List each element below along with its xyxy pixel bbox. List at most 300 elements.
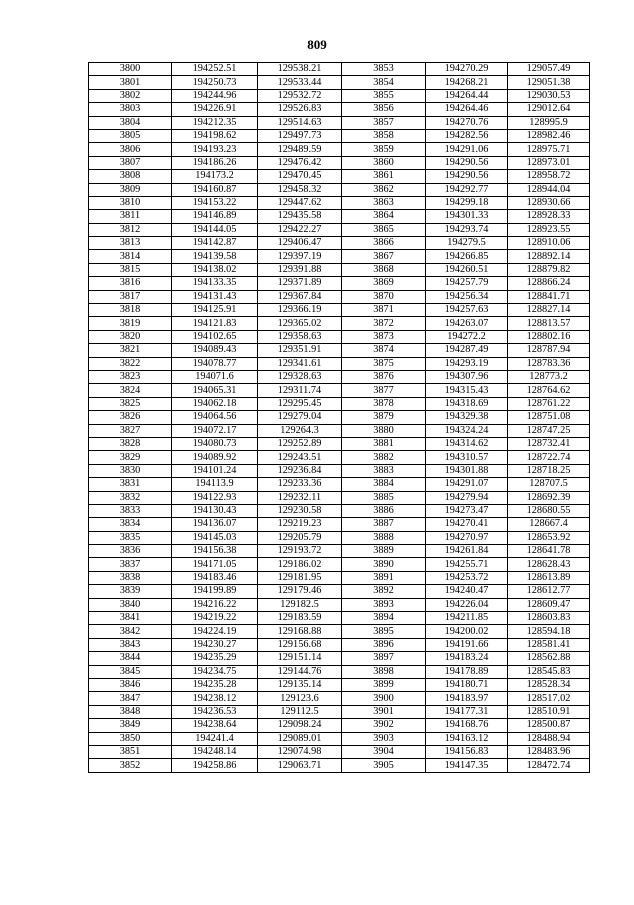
cell-x-right: 194314.62 xyxy=(426,437,508,450)
cell-x-right: 194291.06 xyxy=(426,143,508,156)
cell-y-left: 129406.47 xyxy=(258,237,342,250)
cell-y-left: 129279.04 xyxy=(258,411,342,424)
cell-x-right: 194264.46 xyxy=(426,103,508,116)
cell-y-left: 129151.14 xyxy=(258,652,342,665)
cell-point-right: 3882 xyxy=(342,451,426,464)
cell-y-right: 128841.71 xyxy=(508,290,590,303)
table-row xyxy=(89,692,590,705)
cell-point-left: 3851 xyxy=(89,745,172,758)
cell-y-left: 129371.89 xyxy=(258,277,342,290)
cell-x-right: 194257.79 xyxy=(426,277,508,290)
cell-y-left: 129514.63 xyxy=(258,116,342,129)
cell-x-right: 194270.41 xyxy=(426,518,508,531)
cell-point-left: 3812 xyxy=(89,223,172,236)
cell-point-right: 3879 xyxy=(342,411,426,424)
cell-y-left: 129489.59 xyxy=(258,143,342,156)
cell-x-right: 194301.33 xyxy=(426,210,508,223)
cell-point-left: 3818 xyxy=(89,304,172,317)
cell-x-right: 194156.83 xyxy=(426,745,508,758)
table-row xyxy=(89,384,590,397)
table-row xyxy=(89,705,590,718)
cell-point-left: 3806 xyxy=(89,143,172,156)
table-row xyxy=(89,397,590,410)
cell-point-left: 3821 xyxy=(89,344,172,357)
cell-y-right: 128787.94 xyxy=(508,344,590,357)
cell-y-right: 128594.18 xyxy=(508,625,590,638)
table-row xyxy=(89,598,590,611)
cell-point-right: 3899 xyxy=(342,678,426,691)
cell-y-left: 129458.32 xyxy=(258,183,342,196)
table-row xyxy=(89,678,590,691)
cell-point-right: 3873 xyxy=(342,330,426,343)
cell-x-left: 194065.31 xyxy=(172,384,258,397)
cell-point-right: 3901 xyxy=(342,705,426,718)
cell-y-left: 129112.5 xyxy=(258,705,342,718)
cell-x-right: 194191.66 xyxy=(426,638,508,651)
cell-y-left: 129098.24 xyxy=(258,719,342,732)
cell-x-left: 194248.14 xyxy=(172,745,258,758)
cell-x-right: 194291.07 xyxy=(426,478,508,491)
cell-y-left: 129366.19 xyxy=(258,304,342,317)
cell-point-right: 3884 xyxy=(342,478,426,491)
cell-y-left: 129538.21 xyxy=(258,63,342,76)
cell-x-left: 194199.89 xyxy=(172,585,258,598)
cell-y-right: 128910.06 xyxy=(508,237,590,250)
cell-x-left: 194235.28 xyxy=(172,678,258,691)
table-row xyxy=(89,545,590,558)
cell-x-right: 194292.77 xyxy=(426,183,508,196)
coordinates-table xyxy=(88,62,590,773)
cell-point-left: 3835 xyxy=(89,531,172,544)
cell-x-right: 194270.97 xyxy=(426,531,508,544)
cell-y-left: 129532.72 xyxy=(258,89,342,102)
table-row xyxy=(89,304,590,317)
table-row xyxy=(89,531,590,544)
cell-x-left: 194139.58 xyxy=(172,250,258,263)
cell-x-right: 194226.04 xyxy=(426,598,508,611)
cell-y-left: 129233.36 xyxy=(258,478,342,491)
table-row xyxy=(89,652,590,665)
cell-x-right: 194287.49 xyxy=(426,344,508,357)
table-row xyxy=(89,237,590,250)
cell-point-right: 3859 xyxy=(342,143,426,156)
cell-y-left: 129341.61 xyxy=(258,357,342,370)
cell-x-left: 194089.92 xyxy=(172,451,258,464)
cell-y-left: 129311.74 xyxy=(258,384,342,397)
cell-y-left: 129135.14 xyxy=(258,678,342,691)
cell-y-left: 129328.63 xyxy=(258,370,342,383)
cell-point-left: 3807 xyxy=(89,156,172,169)
cell-x-right: 194200.02 xyxy=(426,625,508,638)
cell-y-right: 128545.83 xyxy=(508,665,590,678)
cell-x-right: 194293.74 xyxy=(426,223,508,236)
cell-x-left: 194102.65 xyxy=(172,330,258,343)
cell-y-left: 129435.58 xyxy=(258,210,342,223)
cell-y-right: 128692.39 xyxy=(508,491,590,504)
cell-point-left: 3802 xyxy=(89,89,172,102)
table-row xyxy=(89,625,590,638)
cell-x-right: 194266.85 xyxy=(426,250,508,263)
cell-x-right: 194256.34 xyxy=(426,290,508,303)
cell-y-right: 128483.96 xyxy=(508,745,590,758)
cell-y-left: 129533.44 xyxy=(258,76,342,89)
cell-x-left: 194171.05 xyxy=(172,558,258,571)
cell-y-right: 128892.14 xyxy=(508,250,590,263)
cell-x-left: 194078.77 xyxy=(172,357,258,370)
table-row xyxy=(89,103,590,116)
cell-x-right: 194147.35 xyxy=(426,759,508,772)
cell-y-left: 129358.63 xyxy=(258,330,342,343)
cell-y-right: 128866.24 xyxy=(508,277,590,290)
table-row xyxy=(89,196,590,209)
cell-y-right: 128641.78 xyxy=(508,545,590,558)
cell-point-right: 3855 xyxy=(342,89,426,102)
table-row xyxy=(89,411,590,424)
cell-point-left: 3823 xyxy=(89,370,172,383)
cell-y-right: 129051.38 xyxy=(508,76,590,89)
cell-x-right: 194273.47 xyxy=(426,504,508,517)
cell-point-left: 3831 xyxy=(89,478,172,491)
cell-point-right: 3881 xyxy=(342,437,426,450)
cell-x-right: 194211.85 xyxy=(426,612,508,625)
cell-point-right: 3904 xyxy=(342,745,426,758)
cell-x-right: 194263.07 xyxy=(426,317,508,330)
cell-y-left: 129205.79 xyxy=(258,531,342,544)
cell-x-left: 194226.91 xyxy=(172,103,258,116)
cell-x-left: 194258.86 xyxy=(172,759,258,772)
cell-point-right: 3856 xyxy=(342,103,426,116)
cell-point-right: 3875 xyxy=(342,357,426,370)
cell-point-right: 3880 xyxy=(342,424,426,437)
cell-point-right: 3903 xyxy=(342,732,426,745)
cell-y-right: 128783.36 xyxy=(508,357,590,370)
table-row xyxy=(89,451,590,464)
cell-point-left: 3844 xyxy=(89,652,172,665)
table-row xyxy=(89,357,590,370)
cell-y-right: 128973.01 xyxy=(508,156,590,169)
cell-point-right: 3854 xyxy=(342,76,426,89)
cell-x-right: 194299.18 xyxy=(426,196,508,209)
cell-y-right: 128930.66 xyxy=(508,196,590,209)
cell-x-left: 194071.6 xyxy=(172,370,258,383)
table-row xyxy=(89,437,590,450)
cell-point-left: 3813 xyxy=(89,237,172,250)
table-row xyxy=(89,745,590,758)
cell-x-right: 194253.72 xyxy=(426,571,508,584)
table-row xyxy=(89,491,590,504)
cell-x-left: 194133.35 xyxy=(172,277,258,290)
cell-y-right: 128958.72 xyxy=(508,170,590,183)
table-row xyxy=(89,129,590,142)
cell-x-left: 194144.05 xyxy=(172,223,258,236)
cell-point-right: 3895 xyxy=(342,625,426,638)
cell-x-left: 194173.2 xyxy=(172,170,258,183)
cell-point-right: 3887 xyxy=(342,518,426,531)
cell-x-left: 194198.62 xyxy=(172,129,258,142)
table-row xyxy=(89,156,590,169)
cell-x-left: 194062.18 xyxy=(172,397,258,410)
cell-point-right: 3871 xyxy=(342,304,426,317)
cell-x-right: 194270.76 xyxy=(426,116,508,129)
cell-point-left: 3822 xyxy=(89,357,172,370)
cell-x-left: 194219.22 xyxy=(172,612,258,625)
cell-point-left: 3833 xyxy=(89,504,172,517)
cell-y-right: 128510.91 xyxy=(508,705,590,718)
cell-x-right: 194290.56 xyxy=(426,156,508,169)
cell-x-left: 194212.35 xyxy=(172,116,258,129)
cell-y-right: 128707.5 xyxy=(508,478,590,491)
table-row xyxy=(89,370,590,383)
cell-point-right: 3889 xyxy=(342,545,426,558)
cell-y-left: 129367.84 xyxy=(258,290,342,303)
cell-point-right: 3878 xyxy=(342,397,426,410)
table-row xyxy=(89,585,590,598)
cell-point-left: 3820 xyxy=(89,330,172,343)
cell-point-right: 3896 xyxy=(342,638,426,651)
cell-y-right: 129030.53 xyxy=(508,89,590,102)
cell-x-left: 194235.29 xyxy=(172,652,258,665)
cell-y-left: 129391.88 xyxy=(258,263,342,276)
cell-y-left: 129168.88 xyxy=(258,625,342,638)
cell-x-left: 194089.43 xyxy=(172,344,258,357)
cell-point-right: 3874 xyxy=(342,344,426,357)
cell-y-right: 128472.74 xyxy=(508,759,590,772)
cell-point-right: 3883 xyxy=(342,464,426,477)
cell-point-left: 3837 xyxy=(89,558,172,571)
cell-x-right: 194324.24 xyxy=(426,424,508,437)
cell-point-right: 3866 xyxy=(342,237,426,250)
cell-y-left: 129123.6 xyxy=(258,692,342,705)
cell-point-right: 3876 xyxy=(342,370,426,383)
cell-y-left: 129182.5 xyxy=(258,598,342,611)
cell-point-right: 3885 xyxy=(342,491,426,504)
cell-y-right: 128982.46 xyxy=(508,129,590,142)
cell-y-right: 128718.25 xyxy=(508,464,590,477)
cell-y-right: 128975.71 xyxy=(508,143,590,156)
cell-y-right: 128653.92 xyxy=(508,531,590,544)
cell-point-right: 3861 xyxy=(342,170,426,183)
cell-point-right: 3888 xyxy=(342,531,426,544)
cell-x-right: 194255.71 xyxy=(426,558,508,571)
cell-y-right: 128751.08 xyxy=(508,411,590,424)
cell-x-left: 194238.12 xyxy=(172,692,258,705)
table-row xyxy=(89,571,590,584)
cell-point-left: 3836 xyxy=(89,545,172,558)
cell-x-right: 194264.44 xyxy=(426,89,508,102)
cell-point-left: 3805 xyxy=(89,129,172,142)
cell-x-right: 194268.21 xyxy=(426,76,508,89)
cell-point-right: 3867 xyxy=(342,250,426,263)
cell-y-right: 128609.47 xyxy=(508,598,590,611)
cell-point-left: 3809 xyxy=(89,183,172,196)
cell-x-left: 194234.75 xyxy=(172,665,258,678)
cell-y-left: 129422.27 xyxy=(258,223,342,236)
cell-point-left: 3819 xyxy=(89,317,172,330)
cell-y-left: 129497.73 xyxy=(258,129,342,142)
table-row xyxy=(89,504,590,517)
cell-point-left: 3848 xyxy=(89,705,172,718)
cell-point-right: 3877 xyxy=(342,384,426,397)
cell-point-right: 3870 xyxy=(342,290,426,303)
cell-point-left: 3801 xyxy=(89,76,172,89)
cell-x-left: 194080.73 xyxy=(172,437,258,450)
table-row xyxy=(89,290,590,303)
cell-point-right: 3892 xyxy=(342,585,426,598)
cell-x-left: 194131.43 xyxy=(172,290,258,303)
cell-x-right: 194240.47 xyxy=(426,585,508,598)
cell-x-right: 194290.56 xyxy=(426,170,508,183)
cell-y-right: 128603.83 xyxy=(508,612,590,625)
cell-y-right: 128747.25 xyxy=(508,424,590,437)
cell-point-right: 3869 xyxy=(342,277,426,290)
cell-y-right: 128995.9 xyxy=(508,116,590,129)
cell-y-right: 128928.33 xyxy=(508,210,590,223)
cell-point-left: 3832 xyxy=(89,491,172,504)
page-number: 809 xyxy=(307,37,327,52)
table-row xyxy=(89,170,590,183)
cell-y-left: 129179.46 xyxy=(258,585,342,598)
cell-x-left: 194138.02 xyxy=(172,263,258,276)
cell-x-right: 194261.84 xyxy=(426,545,508,558)
cell-x-left: 194216.22 xyxy=(172,598,258,611)
table-row xyxy=(89,223,590,236)
table-row xyxy=(89,263,590,276)
cell-x-left: 194145.03 xyxy=(172,531,258,544)
cell-point-left: 3816 xyxy=(89,277,172,290)
cell-y-left: 129144.76 xyxy=(258,665,342,678)
cell-x-right: 194315.43 xyxy=(426,384,508,397)
cell-x-left: 194072.17 xyxy=(172,424,258,437)
cell-y-left: 129243.51 xyxy=(258,451,342,464)
cell-point-right: 3898 xyxy=(342,665,426,678)
cell-point-left: 3830 xyxy=(89,464,172,477)
cell-x-left: 194121.83 xyxy=(172,317,258,330)
cell-point-right: 3862 xyxy=(342,183,426,196)
cell-point-left: 3814 xyxy=(89,250,172,263)
cell-point-right: 3894 xyxy=(342,612,426,625)
cell-point-left: 3841 xyxy=(89,612,172,625)
cell-point-right: 3902 xyxy=(342,719,426,732)
cell-x-left: 194230.27 xyxy=(172,638,258,651)
cell-y-right: 128500.87 xyxy=(508,719,590,732)
cell-x-right: 194183.24 xyxy=(426,652,508,665)
cell-x-left: 194130.43 xyxy=(172,504,258,517)
cell-x-right: 194301.88 xyxy=(426,464,508,477)
cell-x-right: 194279.5 xyxy=(426,237,508,250)
cell-y-left: 129232.11 xyxy=(258,491,342,504)
cell-x-right: 194260.51 xyxy=(426,263,508,276)
cell-y-left: 129365.02 xyxy=(258,317,342,330)
cell-x-right: 194310.57 xyxy=(426,451,508,464)
cell-y-left: 129181.95 xyxy=(258,571,342,584)
cell-y-left: 129476.42 xyxy=(258,156,342,169)
cell-y-right: 128581.41 xyxy=(508,638,590,651)
cell-y-left: 129063.71 xyxy=(258,759,342,772)
cell-y-left: 129295.45 xyxy=(258,397,342,410)
cell-x-left: 194244.96 xyxy=(172,89,258,102)
table-row xyxy=(89,665,590,678)
cell-y-right: 129012.64 xyxy=(508,103,590,116)
cell-y-right: 128528.34 xyxy=(508,678,590,691)
cell-x-left: 194142.87 xyxy=(172,237,258,250)
cell-point-left: 3827 xyxy=(89,424,172,437)
cell-x-left: 194193.23 xyxy=(172,143,258,156)
cell-y-right: 128517.02 xyxy=(508,692,590,705)
cell-y-left: 129397.19 xyxy=(258,250,342,263)
cell-point-left: 3804 xyxy=(89,116,172,129)
cell-point-left: 3808 xyxy=(89,170,172,183)
cell-point-right: 3853 xyxy=(342,63,426,76)
table-row xyxy=(89,719,590,732)
cell-y-left: 129193.72 xyxy=(258,545,342,558)
cell-y-right: 128488.94 xyxy=(508,732,590,745)
cell-x-right: 194279.94 xyxy=(426,491,508,504)
cell-x-left: 194238.64 xyxy=(172,719,258,732)
cell-y-left: 129219.23 xyxy=(258,518,342,531)
cell-y-right: 128613.89 xyxy=(508,571,590,584)
cell-point-left: 3845 xyxy=(89,665,172,678)
cell-point-left: 3826 xyxy=(89,411,172,424)
table-row xyxy=(89,732,590,745)
cell-x-left: 194064.56 xyxy=(172,411,258,424)
cell-x-left: 194153.22 xyxy=(172,196,258,209)
cell-y-right: 128813.57 xyxy=(508,317,590,330)
cell-point-left: 3838 xyxy=(89,571,172,584)
cell-point-right: 3897 xyxy=(342,652,426,665)
table-row xyxy=(89,143,590,156)
cell-x-right: 194180.71 xyxy=(426,678,508,691)
cell-x-left: 194250.73 xyxy=(172,76,258,89)
table-row xyxy=(89,116,590,129)
cell-point-right: 3893 xyxy=(342,598,426,611)
table-row xyxy=(89,277,590,290)
cell-point-right: 3864 xyxy=(342,210,426,223)
cell-point-left: 3849 xyxy=(89,719,172,732)
cell-x-right: 194177.31 xyxy=(426,705,508,718)
cell-x-left: 194236.53 xyxy=(172,705,258,718)
cell-y-left: 129526.83 xyxy=(258,103,342,116)
cell-x-left: 194241.4 xyxy=(172,732,258,745)
cell-point-left: 3815 xyxy=(89,263,172,276)
table-row xyxy=(89,330,590,343)
cell-y-right: 128802.16 xyxy=(508,330,590,343)
cell-point-right: 3886 xyxy=(342,504,426,517)
cell-y-left: 129183.59 xyxy=(258,612,342,625)
cell-y-right: 128944.04 xyxy=(508,183,590,196)
cell-x-right: 194307.96 xyxy=(426,370,508,383)
cell-y-left: 129230.58 xyxy=(258,504,342,517)
table-row xyxy=(89,638,590,651)
cell-y-left: 129074.98 xyxy=(258,745,342,758)
cell-x-right: 194272.2 xyxy=(426,330,508,343)
cell-point-right: 3858 xyxy=(342,129,426,142)
cell-point-left: 3843 xyxy=(89,638,172,651)
cell-point-right: 3900 xyxy=(342,692,426,705)
cell-y-right: 128628.43 xyxy=(508,558,590,571)
cell-x-left: 194101.24 xyxy=(172,464,258,477)
cell-point-left: 3811 xyxy=(89,210,172,223)
cell-x-right: 194163.12 xyxy=(426,732,508,745)
cell-x-left: 194113.9 xyxy=(172,478,258,491)
cell-x-left: 194146.89 xyxy=(172,210,258,223)
cell-x-right: 194282.56 xyxy=(426,129,508,142)
cell-y-left: 129236.84 xyxy=(258,464,342,477)
cell-x-left: 194156.38 xyxy=(172,545,258,558)
table-row xyxy=(89,344,590,357)
cell-y-right: 128879.82 xyxy=(508,263,590,276)
cell-point-left: 3852 xyxy=(89,759,172,772)
cell-x-right: 194168.76 xyxy=(426,719,508,732)
